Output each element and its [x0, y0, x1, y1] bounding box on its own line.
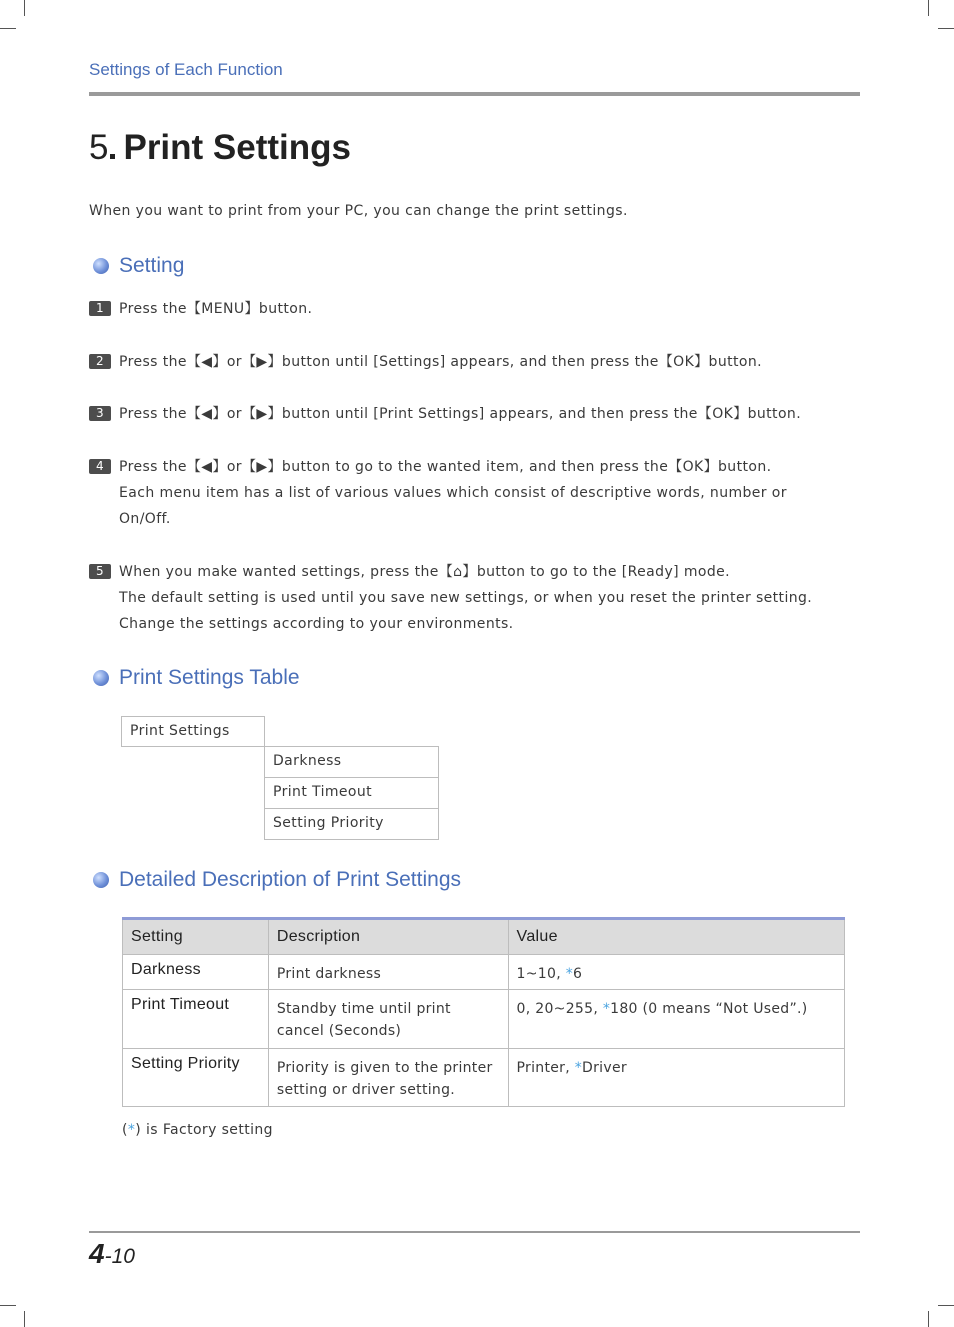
section-heading-table [93, 666, 300, 690]
step-line: Press the【◀】or【▶】button to go to the wanted item, and then press the【OK】button. [119, 459, 772, 475]
running-header: Settings of Each Function [89, 60, 283, 79]
step-line: Change the settings according to your environments. [119, 616, 514, 632]
step-badge: 4 [89, 459, 111, 474]
page-title [89, 128, 351, 168]
column-header: Value [508, 919, 844, 955]
page-title-text: Print Settings [123, 128, 351, 167]
crop-mark [938, 1305, 954, 1306]
step-line: Each menu item has a list of various values which consist of descriptive words, number or [119, 485, 787, 501]
intro-text: When you want to print from your PC, you can change the print settings. [89, 203, 628, 219]
step-line: On/Off. [119, 511, 171, 527]
crop-mark [938, 28, 954, 29]
table-row [123, 990, 845, 1049]
setting-description: Print darkness [268, 955, 508, 990]
step-5 [89, 559, 812, 637]
crop-mark [928, 1311, 929, 1327]
setting-name: Darkness [123, 955, 269, 990]
column-header: Setting [123, 919, 269, 955]
step-line: Press the【MENU】button. [119, 301, 313, 317]
table-header-row [123, 919, 845, 955]
step-1 [89, 296, 312, 322]
step-badge: 1 [89, 301, 111, 316]
menu-tree-item: Print Timeout [264, 777, 439, 809]
menu-tree-item: Setting Priority [264, 808, 439, 840]
bullet-icon [93, 872, 109, 888]
header-rule [89, 92, 860, 96]
step-badge: 2 [89, 354, 111, 369]
menu-tree-root: Print Settings [121, 716, 265, 747]
step-line: The default setting is used until you save new settings, or when you reset the printer setting. [119, 590, 813, 606]
crop-mark [0, 28, 16, 29]
section-heading-text: Setting [119, 254, 185, 277]
footer-rule [89, 1231, 860, 1233]
step-4 [89, 454, 787, 532]
setting-description: Standby time until print cancel (Seconds) [268, 990, 508, 1049]
section-heading-text: Detailed Description of Print Settings [119, 868, 461, 891]
bullet-icon [93, 670, 109, 686]
table-row [123, 955, 845, 990]
crop-mark [24, 1311, 25, 1327]
factory-setting-note: (*) is Factory setting [122, 1122, 273, 1138]
menu-tree-item: Darkness [264, 746, 439, 778]
section-heading-text: Print Settings Table [119, 666, 300, 689]
setting-name: Print Timeout [123, 990, 269, 1049]
crop-mark [928, 0, 929, 16]
crop-mark [24, 0, 25, 16]
setting-name: Setting Priority [123, 1049, 269, 1107]
detail-table [122, 917, 845, 1107]
setting-description: Priority is given to the printer setting or driver setting. [268, 1049, 508, 1107]
section-heading-setting [93, 254, 184, 278]
step-line: Press the【◀】or【▶】button until [Settings] appears, and then press the【OK】button. [119, 354, 762, 370]
table-row [123, 1049, 845, 1107]
setting-value: 0, 20~255, *180 (0 means “Not Used”.) [508, 990, 844, 1049]
section-number: 5 [89, 128, 109, 167]
page-number: 4-10 [89, 1238, 135, 1269]
step-badge: 3 [89, 406, 111, 421]
section-heading-detail [93, 868, 461, 892]
step-3 [89, 401, 801, 427]
step-line: Press the【◀】or【▶】button until [Print Settings] appears, and then press the【OK】button. [119, 406, 802, 422]
column-header: Description [268, 919, 508, 955]
step-badge: 5 [89, 564, 111, 579]
section-number-dot [110, 154, 115, 159]
setting-value: Printer, *Driver [508, 1049, 844, 1107]
step-2 [89, 349, 762, 375]
setting-value: 1~10, *6 [508, 955, 844, 990]
crop-mark [0, 1305, 16, 1306]
bullet-icon [93, 258, 109, 274]
step-line: When you make wanted settings, press the【⌂】button to go to the [Ready] mode. [119, 564, 730, 580]
